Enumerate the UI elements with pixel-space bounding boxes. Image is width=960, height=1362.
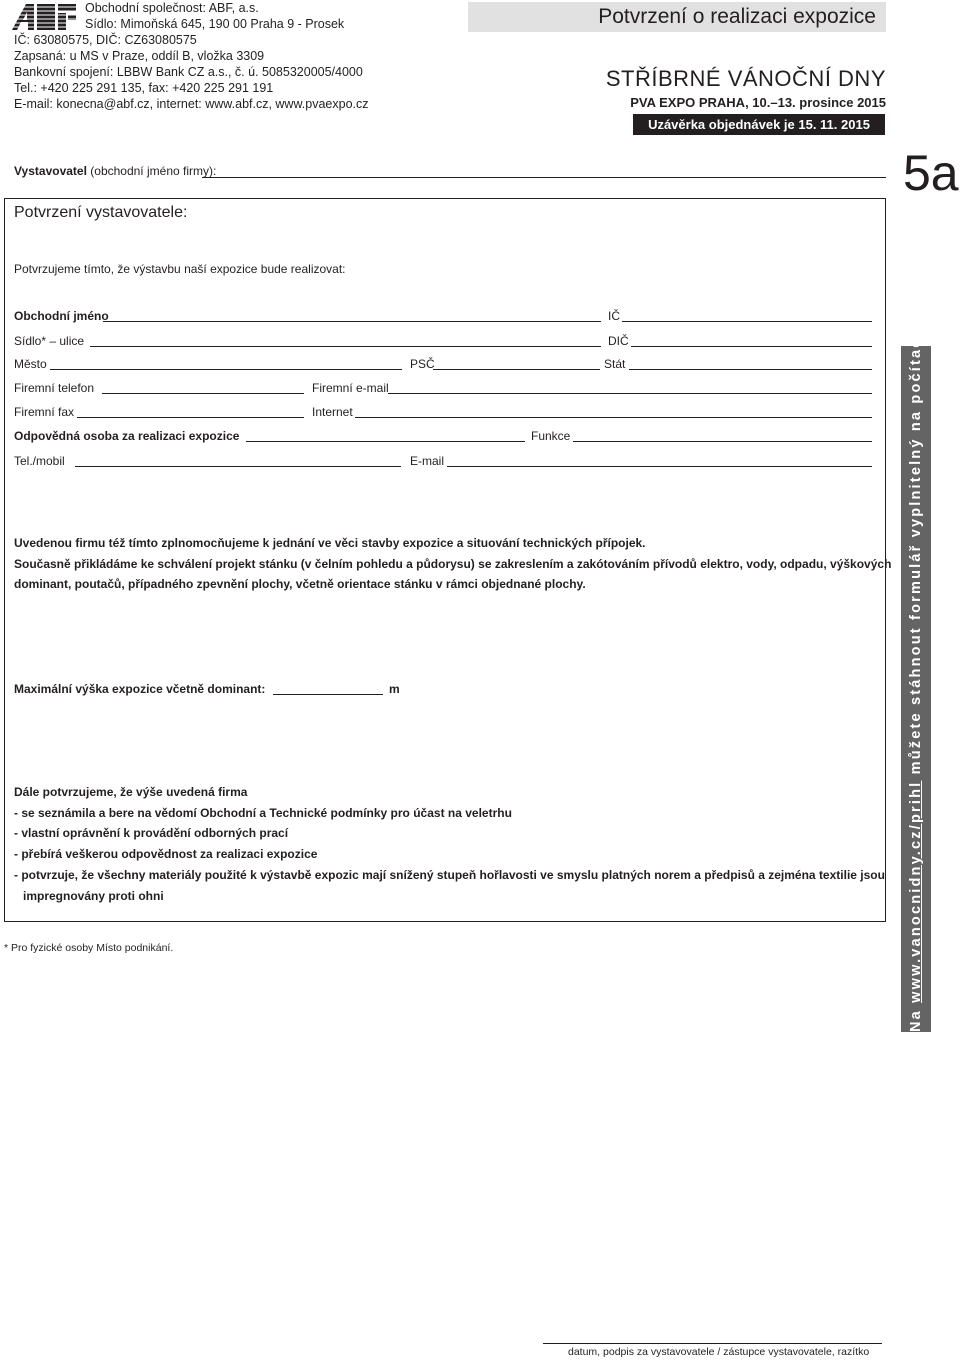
ic-field[interactable] bbox=[622, 321, 872, 322]
bullet-item: - se seznámila a bere na vědomí Obchodní a Technické podmínky pro účast na veletrhu bbox=[14, 805, 512, 820]
form-number-badge: 5a bbox=[903, 145, 959, 201]
intro-text: Potvrzujeme tímto, že výstavbu naší expozice bude realizovat: bbox=[14, 262, 346, 276]
form-title: Potvrzení o realizaci expozice bbox=[468, 2, 886, 32]
internet-field[interactable] bbox=[355, 417, 872, 418]
responsible-label: Odpovědná osoba za realizaci expozice bbox=[14, 429, 240, 443]
mobile-label: Tel./mobil bbox=[14, 454, 65, 468]
internet-label: Internet bbox=[312, 405, 353, 419]
authorization-text bbox=[14, 533, 892, 595]
fax-field[interactable] bbox=[77, 417, 304, 418]
function-field[interactable] bbox=[573, 441, 872, 442]
company-phone: Tel.: +420 225 291 135, fax: +420 225 291 191 bbox=[14, 81, 274, 95]
download-sidebar bbox=[901, 331, 931, 1032]
company-web: E-mail: konecna@abf.cz, internet: www.abf.cz, www.pvaexpo.cz bbox=[14, 97, 369, 111]
email-label: Firemní e-mail bbox=[312, 381, 389, 395]
bullet-item: - vlastní oprávnění k provádění odborných prací bbox=[14, 826, 289, 841]
max-height-unit: m bbox=[389, 682, 400, 696]
fax-label: Firemní fax bbox=[14, 405, 75, 419]
sidebar-prefix: Na bbox=[908, 1002, 924, 1032]
exhibitor-label-rest: (obchodní jméno firmy): bbox=[86, 164, 217, 178]
bullet-item: - potvrzuje, že všechny materiály použité k výstavbě expozic mají snížený stupeň hořlavosti ve smyslu platných norem a předpisů a zejména textilie jsou bbox=[14, 867, 885, 882]
business-name-field[interactable] bbox=[103, 321, 601, 322]
sidebar-text bbox=[908, 331, 924, 1032]
company-info bbox=[14, 0, 369, 112]
zip-field[interactable] bbox=[433, 369, 600, 370]
bullet-item: impregnovány proti ohni bbox=[23, 888, 164, 903]
event-name: STŘÍBRNÉ VÁNOČNÍ DNY bbox=[605, 66, 886, 91]
address-field[interactable] bbox=[90, 346, 601, 347]
company-name: Obchodní společnost: ABF, a.s. bbox=[85, 1, 259, 15]
mobile-field[interactable] bbox=[75, 466, 401, 467]
max-height-field[interactable] bbox=[273, 694, 383, 695]
bullet-item: - přebírá veškerou odpovědnost za realizaci expozice bbox=[14, 847, 318, 862]
max-height-label: Maximální výška expozice včetně dominant: bbox=[14, 682, 266, 696]
authorization-line: Současně přikládáme ke schválení projekt stánku (v čelním pohledu a půdorysu) se zakreslením a zakótováním přívodů elektro, vody, odpadu, výškových bbox=[14, 556, 892, 571]
function-label: Funkce bbox=[531, 429, 571, 443]
sidebar-suffix: můžete stáhnout formulář vyplnitelný na počítači bbox=[908, 331, 924, 781]
dic-field[interactable] bbox=[631, 346, 872, 347]
footnote: * Pro fyzické osoby Místo podnikání. bbox=[4, 942, 174, 954]
sidebar-link[interactable]: www.vanocnidny.cz/prihl bbox=[908, 780, 924, 1003]
dic-label: DIČ bbox=[608, 334, 629, 348]
company-registry: Zapsaná: u MS v Praze, oddíl B, vložka 3309 bbox=[14, 49, 265, 63]
exhibitor-label bbox=[14, 164, 216, 178]
email-field[interactable] bbox=[388, 393, 872, 394]
zip-label: PSČ bbox=[410, 357, 435, 371]
confirmation-title: Potvrzení vystavovatele: bbox=[14, 204, 188, 221]
city-field[interactable] bbox=[50, 369, 402, 370]
company-ids: IČ: 63080575, DIČ: CZ63080575 bbox=[14, 33, 197, 47]
deadline-banner: Uzávěrka objednávek je 15. 11. 2015 bbox=[633, 114, 885, 135]
country-label: Stát bbox=[604, 357, 626, 371]
signature-line[interactable] bbox=[543, 1343, 882, 1344]
address-label: Sídlo* – ulice bbox=[14, 334, 85, 348]
venue-date: PVA EXPO PRAHA, 10.–13. prosince 2015 bbox=[630, 95, 886, 110]
further-heading: Dále potvrzujeme, že výše uvedená firma bbox=[14, 785, 248, 799]
company-address: Sídlo: Mimoňská 645, 190 00 Praha 9 - Prosek bbox=[85, 17, 345, 31]
exhibitor-label-bold: Vystavovatel bbox=[14, 164, 87, 178]
company-bank: Bankovní spojení: LBBW Bank CZ a.s., č. ú. 5085320005/4000 bbox=[14, 65, 363, 79]
exhibitor-name-field[interactable] bbox=[202, 177, 886, 178]
further-confirmation bbox=[14, 782, 884, 906]
signature-caption: datum, podpis za vystavovatele / zástupce vystavovatele, razítko bbox=[568, 1346, 870, 1358]
city-label: Město bbox=[14, 357, 47, 371]
person-email-label: E-mail bbox=[410, 454, 445, 468]
authorization-line: dominant, poutačů, případného zpevnění plochy, včetně orientace stánku v rámci objednané plochy. bbox=[14, 577, 586, 591]
country-field[interactable] bbox=[629, 369, 872, 370]
responsible-field[interactable] bbox=[246, 441, 525, 442]
phone-label: Firemní telefon bbox=[14, 381, 95, 395]
phone-field[interactable] bbox=[102, 393, 304, 394]
person-email-field[interactable] bbox=[447, 466, 872, 467]
ic-label: IČ bbox=[608, 309, 620, 323]
business-name-label: Obchodní jméno bbox=[14, 309, 109, 323]
authorization-line: Uvedenou firmu též tímto zplnomocňujeme k jednání ve věci stavby expozice a situování technických přípojek. bbox=[14, 536, 646, 550]
